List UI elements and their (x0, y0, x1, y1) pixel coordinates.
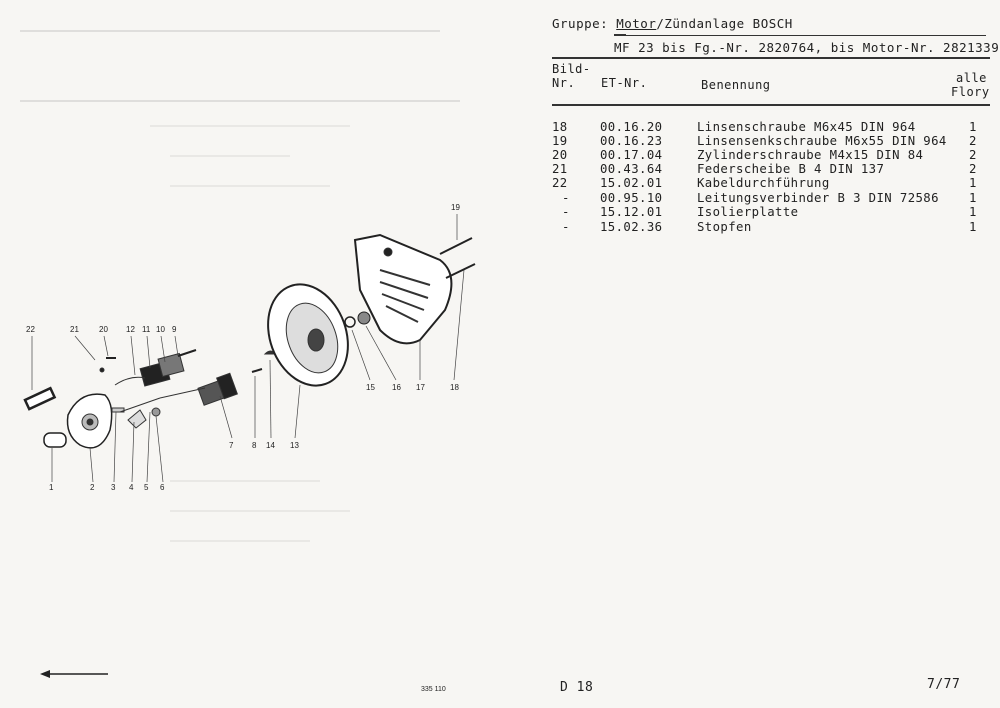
cell-qty: 2 (969, 134, 977, 148)
page-ref: D 18 (560, 680, 594, 695)
edition-date: 7/77 (927, 677, 961, 692)
table-row (552, 191, 982, 205)
exploded-view-diagram (20, 190, 490, 500)
callout-18: 18 (450, 383, 459, 392)
table-row (552, 220, 982, 234)
callout-10: 10 (156, 325, 165, 334)
callout-9: 9 (172, 325, 177, 334)
table-rule-top (552, 57, 990, 59)
cell-name: Zylinderschraube M4x15 DIN 84 (697, 148, 924, 162)
lead-wire-part (160, 388, 205, 398)
washer-21-part (100, 368, 104, 372)
cell-nr: - (562, 220, 570, 234)
cell-qty: 1 (969, 205, 977, 219)
callout-19: 19 (451, 203, 460, 212)
screw-18-part (446, 264, 475, 278)
cell-et: 15.02.36 (600, 220, 663, 234)
washer-15-part (345, 317, 355, 327)
lighting-coil-part (198, 373, 237, 405)
callout-17: 17 (416, 383, 425, 392)
group-label: Gruppe: (552, 16, 609, 31)
callout-22: 22 (26, 325, 35, 334)
cell-et: 15.02.01 (600, 176, 663, 190)
cell-et: 15.12.01 (600, 205, 663, 219)
callout-1: 1 (49, 483, 54, 492)
group-main: Motor (616, 16, 657, 31)
cell-et: 00.16.20 (600, 120, 663, 134)
col-name: Benennung (701, 78, 771, 92)
callout-11: 11 (142, 325, 151, 334)
cable-grommet-part (25, 388, 55, 409)
cell-nr: - (562, 191, 570, 205)
cell-name: Isolierplatte (697, 205, 799, 219)
callout-15: 15 (366, 383, 375, 392)
cell-qty: 1 (969, 120, 977, 134)
table-row (552, 205, 982, 219)
cell-nr: - (562, 205, 570, 219)
callout-12: 12 (126, 325, 135, 334)
table-row (552, 134, 982, 148)
cam-screw-part (152, 408, 160, 416)
cell-qty: 1 (969, 176, 977, 190)
col-qty-2: Flory (951, 85, 990, 99)
plug-part (44, 433, 66, 447)
cell-nr: 21 (552, 162, 568, 176)
group-heading (552, 16, 793, 31)
base-plate-part (68, 394, 112, 448)
cell-nr: 22 (552, 176, 568, 190)
cell-nr: 19 (552, 134, 568, 148)
screw-8-part (252, 369, 262, 372)
col-bild-1: Bild- (552, 62, 591, 76)
cell-qty: 2 (969, 148, 977, 162)
table-row (552, 148, 982, 162)
callout-4: 4 (129, 483, 134, 492)
callout-7: 7 (229, 441, 234, 450)
image-code: 335 110 (421, 686, 446, 693)
callout-14: 14 (266, 441, 275, 450)
cell-nr: 18 (552, 120, 568, 134)
nut-16-part (358, 312, 370, 324)
screw-19-part (440, 238, 472, 254)
cell-et: 00.17.04 (600, 148, 663, 162)
cell-qty: 1 (969, 220, 977, 234)
screw-9-part (178, 350, 196, 356)
callout-2: 2 (90, 483, 95, 492)
cell-name: Federscheibe B 4 DIN 137 (697, 162, 885, 176)
header-rule-top (614, 35, 986, 36)
cell-et: 00.43.64 (600, 162, 663, 176)
col-bild-2: Nr. (552, 76, 576, 90)
cell-nr: 20 (552, 148, 568, 162)
cell-et: 00.95.10 (600, 191, 663, 205)
cell-name: Kabeldurchführung (697, 176, 830, 190)
cell-qty: 2 (969, 162, 977, 176)
table-row (552, 162, 982, 176)
cell-name: Leitungsverbinder B 3 DIN 72586 (697, 191, 939, 205)
ignition-coil-part (140, 353, 184, 386)
cell-name: Linsensenkschraube M6x55 DIN 964 (697, 134, 947, 148)
model-range: MF 23 bis Fg.-Nr. 2820764, bis Motor-Nr. 2821339 (614, 40, 1000, 55)
table-rule-header (552, 104, 990, 106)
callout-6: 6 (160, 483, 165, 492)
fan-housing-part (355, 235, 451, 343)
back-arrow-icon (40, 668, 110, 680)
cell-et: 00.16.23 (600, 134, 663, 148)
cell-name: Linsenschraube M6x45 DIN 964 (697, 120, 916, 134)
table-row (552, 176, 982, 190)
callout-13: 13 (290, 441, 299, 450)
col-qty-1: alle (956, 71, 987, 85)
callout-21: 21 (70, 325, 79, 334)
cell-qty: 1 (969, 191, 977, 205)
breaker-part (128, 410, 146, 428)
table-row (552, 120, 982, 134)
callout-8: 8 (252, 441, 257, 450)
callout-16: 16 (392, 383, 401, 392)
callout-3: 3 (111, 483, 116, 492)
col-et: ET-Nr. (601, 76, 648, 90)
group-sub: /Zündanlage BOSCH (656, 16, 793, 31)
cell-name: Stopfen (697, 220, 752, 234)
callout-5: 5 (144, 483, 149, 492)
coil-wire-part (115, 377, 145, 385)
callout-20: 20 (99, 325, 108, 334)
